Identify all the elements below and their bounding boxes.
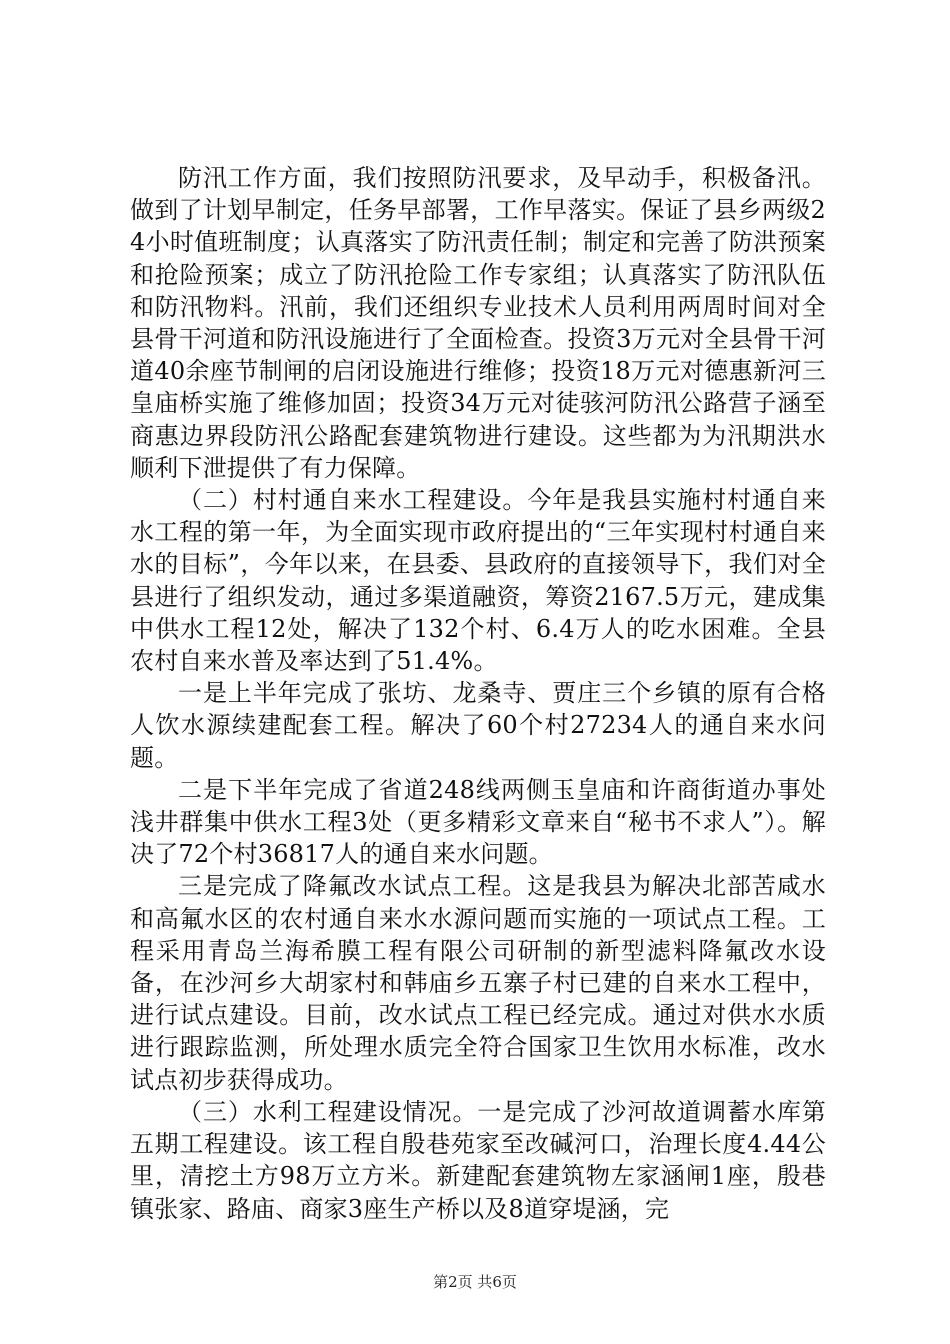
paragraph-first-half-year: 一是上半年完成了张坊、龙桑寺、贾庄三个乡镇的原有合格人饮水源续建配套工程。解决了60个村27234人的通自来水问题。	[130, 679, 826, 772]
page-number-footer: 第2页 共6页	[433, 1273, 517, 1291]
paragraph-fluoride-pilot: 三是完成了降氟改水试点工程。这是我县为解决北部苦咸水和高氟水区的农村通自来水水源问题而实施的一项试点工程。工程采用青岛兰海希膜工程有限公司研制的新型滤料降氟改水设备，在沙河乡大胡家村和韩庙乡五寨子村已建的自来水工程中，进行试点建设。目前，改水试点工程已经完成。通过对供水水质进行跟踪监测，所处理水质完全符合国家卫生饮用水标准，改水试点初步获得成功。	[130, 872, 826, 1094]
paragraph-village-water-supply: （二）村村通自来水工程建设。今年是我县实施村村通自来水工程的第一年，为全面实现市政府提出的“三年实现村村通自来水的目标”，今年以来，在县委、县政府的直接领导下，我们对全县进行了组织发动，通过多渠道融资，筹资2167.5万元，建成集中供水工程12处，解决了132个村、6.4万人的吃水困难。全县农村自来水普及率达到了51.4%。	[130, 486, 826, 676]
paragraph-water-conservancy: （三）水利工程建设情况。一是完成了沙河故道调蓄水库第五期工程建设。该工程自殷巷苑家至改碱河口，治理长度4.44公里，清挖土方98万立方米。新建配套建筑物左家涵闸1座，殷巷镇张家、路庙、商家3座生产桥以及8道穿堤涵，完	[130, 1097, 826, 1223]
paragraph-flood-control: 防汛工作方面，我们按照防汛要求，及早动手，积极备汛。做到了计划早制定，任务早部署，工作早落实。保证了县乡两级24小时值班制度；认真落实了防汛责任制；制定和完善了防洪预案和抢险预案；成立了防汛抢险工作专家组；认真落实了防汛队伍和防汛物料。汛前，我们还组织专业技术人员利用两周时间对全县骨干河道和防汛设施进行了全面检查。投资3万元对全县骨干河道40余座节制闸的启闭设施进行维修；投资18万元对德惠新河三皇庙桥实施了维修加固；投资34万元对徒骇河防汛公路营子涵至商惠边界段防汛公路配套建筑物进行建设。这些都为为汛期洪水顺利下泄提供了有力保障。	[130, 164, 826, 482]
body-text	[130, 162, 826, 1225]
paragraph-second-half-year: 二是下半年完成了省道248线两侧玉皇庙和许商街道办事处浅井群集中供水工程3处（更多精彩文章来自“秘书不求人”）。解决了72个村36817人的通自来水问题。	[130, 775, 826, 869]
